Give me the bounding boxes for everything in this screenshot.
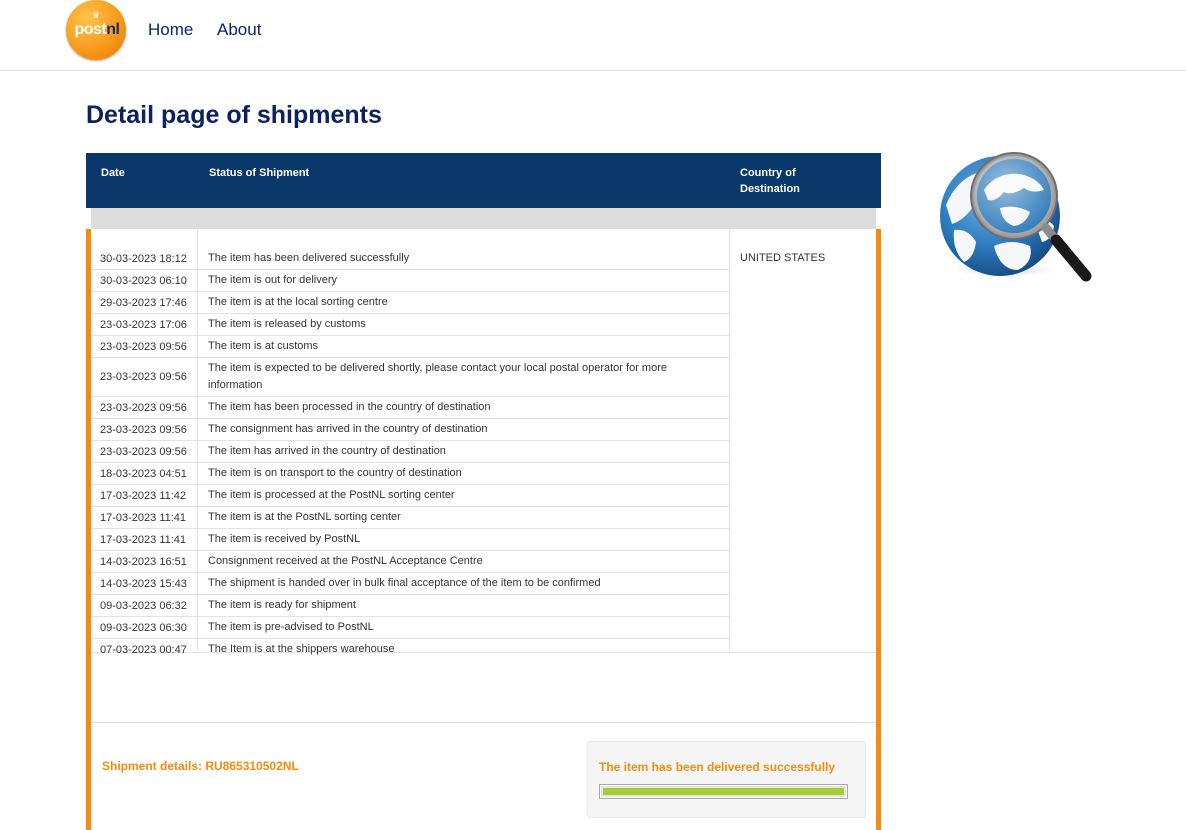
postnl-logo[interactable] xyxy=(66,0,126,60)
table-row xyxy=(91,419,729,441)
row-date: 07-03-2023 00:47 xyxy=(100,643,187,656)
table-row xyxy=(91,292,729,314)
table-row xyxy=(91,463,729,485)
nav-about-link[interactable]: About xyxy=(217,20,262,39)
table-row xyxy=(91,595,729,617)
table-row xyxy=(91,529,729,551)
table-row xyxy=(91,314,729,336)
row-status: The item has been delivered successfully xyxy=(208,252,410,264)
table-row xyxy=(91,441,729,463)
row-status: The Item is at the shippers warehouse xyxy=(208,643,395,655)
table-row xyxy=(91,617,729,639)
site-header xyxy=(0,0,1186,71)
row-date: 17-03-2023 11:42 xyxy=(100,489,187,502)
column-header-status: Status of Shipment xyxy=(209,167,310,179)
logo-text-nl: nl xyxy=(106,21,120,38)
row-status: The item is out for delivery xyxy=(208,274,337,286)
table-row xyxy=(91,248,729,270)
globe-magnifier-icon xyxy=(934,150,1099,290)
column-header-country: Country of Destination xyxy=(740,167,800,195)
row-status: The item is pre-advised to PostNL xyxy=(208,621,374,633)
row-date: 30-03-2023 18:12 xyxy=(100,252,187,265)
row-date: 23-03-2023 09:56 xyxy=(100,423,187,436)
row-date: 09-03-2023 06:32 xyxy=(100,599,187,612)
crown-icon: ♛ xyxy=(92,11,101,21)
nav-home-link[interactable]: Home xyxy=(148,20,194,39)
delivery-progress-fill xyxy=(603,788,844,795)
table-spacer-bar xyxy=(91,208,876,229)
row-date: 29-03-2023 17:46 xyxy=(100,296,187,309)
delivery-progress-bar xyxy=(599,784,848,799)
row-date: 17-03-2023 11:41 xyxy=(100,511,187,524)
row-date: 23-03-2023 09:56 xyxy=(100,401,187,414)
row-date: 23-03-2023 09:56 xyxy=(100,340,187,353)
table-row xyxy=(91,639,729,660)
row-status: The item has been processed in the country of destination xyxy=(208,401,491,413)
row-date: 14-03-2023 16:51 xyxy=(100,555,187,568)
logo-wordmark xyxy=(72,21,122,39)
table-row xyxy=(91,397,729,419)
row-status: The item is at customs xyxy=(208,340,319,352)
shipment-events-table xyxy=(91,229,876,656)
row-status: The consignment has arrived in the country of destination xyxy=(208,423,488,435)
row-status: The item is at the PostNL sorting center xyxy=(208,511,401,523)
divider xyxy=(91,722,876,723)
panel-border-right xyxy=(876,229,881,830)
row-date: 18-03-2023 04:51 xyxy=(100,467,187,480)
table-row xyxy=(91,358,729,397)
table-row xyxy=(91,336,729,358)
row-date: 30-03-2023 06:10 xyxy=(100,274,187,287)
column-header-date: Date xyxy=(101,167,125,179)
row-status: The item is at the local sorting centre xyxy=(208,296,388,308)
row-status: Consignment received at the PostNL Acceptance Centre xyxy=(208,555,483,567)
table-row xyxy=(91,485,729,507)
row-status: The item is on transport to the country of destination xyxy=(208,467,462,479)
row-status: The item is released by customs xyxy=(208,318,366,330)
row-status: The item is received by PostNL xyxy=(208,533,361,545)
row-status: The item is expected to be delivered shortly, please contact your local postal operator for more information xyxy=(208,362,667,391)
table-row xyxy=(91,573,729,595)
table-row xyxy=(91,551,729,573)
row-status: The item is ready for shipment xyxy=(208,599,356,611)
row-status: The item has arrived in the country of destination xyxy=(208,445,446,457)
row-date: 09-03-2023 06:30 xyxy=(100,621,187,634)
delivery-status-box xyxy=(587,741,866,818)
row-date: 23-03-2023 17:06 xyxy=(100,318,187,331)
column-divider xyxy=(729,229,730,651)
row-date: 23-03-2023 09:56 xyxy=(100,371,187,383)
row-status: The item is processed at the PostNL sorting center xyxy=(208,489,455,501)
country-of-destination: UNITED STATES xyxy=(740,252,826,264)
table-row xyxy=(91,507,729,529)
row-date: 23-03-2023 09:56 xyxy=(100,445,187,458)
page-title: Detail page of shipments xyxy=(86,101,382,129)
row-date: 14-03-2023 15:43 xyxy=(100,577,187,590)
table-row xyxy=(91,270,729,292)
row-date: 17-03-2023 11:41 xyxy=(100,533,187,546)
table-header xyxy=(86,153,881,208)
shipment-details-label: Shipment details: RU865310502NL xyxy=(102,759,299,773)
delivery-status-message: The item has been delivered successfully xyxy=(599,760,836,774)
row-status: The shipment is handed over in bulk final acceptance of the item to be confirmed xyxy=(208,577,601,589)
logo-text-post: post xyxy=(74,21,107,38)
